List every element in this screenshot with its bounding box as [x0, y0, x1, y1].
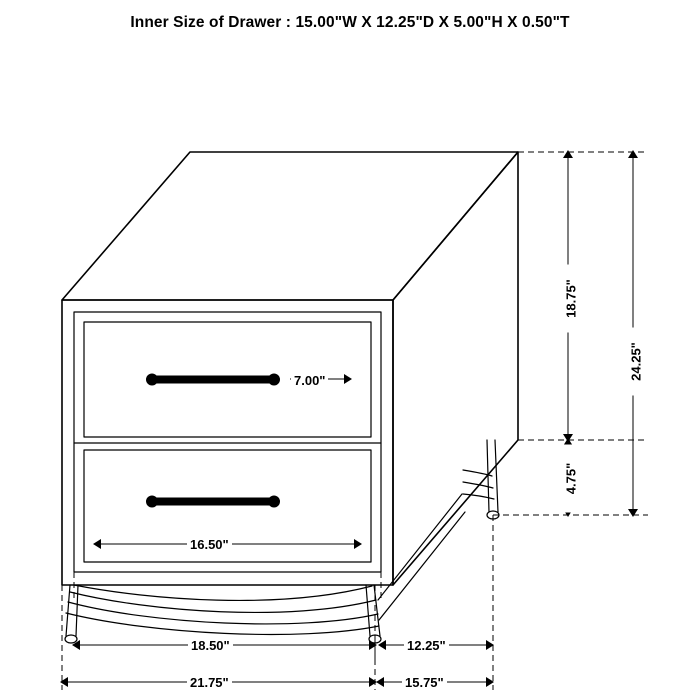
handle-upper — [147, 374, 280, 385]
dim-label-top-section: 18.75" — [563, 265, 580, 333]
leg-assembly-back — [463, 440, 499, 519]
handle-lower — [147, 496, 280, 507]
page-title: Inner Size of Drawer : 15.00"W X 12.25"D X 5.00"H X 0.50"T — [130, 14, 570, 31]
cabinet-side — [393, 152, 518, 585]
base-rail-side-2 — [379, 512, 465, 620]
dim-label-front-inner-width: 18.50" — [188, 637, 233, 654]
front-frame — [74, 312, 381, 572]
dim-label-side-depth: 12.25" — [404, 637, 449, 654]
dim-label-total-height: 24.25" — [628, 328, 645, 396]
dim-label-leg-height: 4.75" — [563, 445, 580, 513]
base-rail-side — [378, 494, 462, 600]
dim-label-lower-drawer: 16.50" — [187, 536, 232, 553]
dim-label-upper-drawer: 7.00" — [291, 372, 328, 389]
cabinet-top — [62, 152, 518, 300]
extension-lines — [62, 152, 648, 690]
dim-label-overall-depth: 15.75" — [402, 674, 447, 691]
dim-label-overall-width: 21.75" — [187, 674, 232, 691]
leg-assembly-front — [65, 585, 381, 643]
